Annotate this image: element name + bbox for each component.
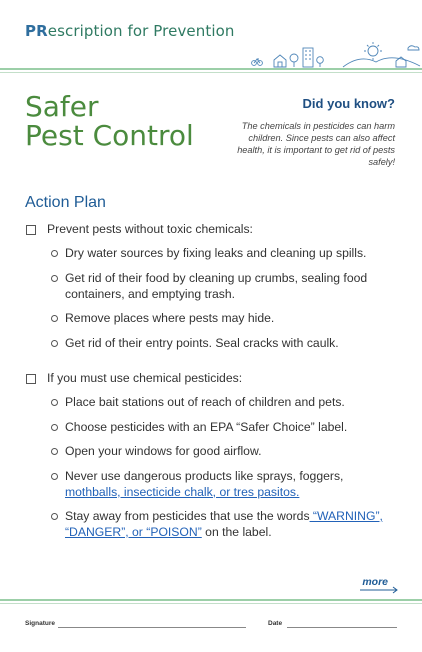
page-title-line-1: Safer (25, 90, 99, 123)
did-you-know-heading: Did you know? (302, 96, 395, 111)
bullet-icon (51, 315, 58, 322)
list-item (65, 310, 397, 326)
bullet-icon (51, 473, 58, 480)
list-item (65, 419, 397, 435)
checklist-group-chemical (25, 371, 397, 549)
list-item-text: Never use dangerous products like sprays, foggers, (65, 468, 344, 483)
list-item (65, 508, 397, 540)
date-field[interactable] (287, 627, 397, 628)
header-rule-thin (0, 72, 422, 73)
bullet-icon (51, 275, 58, 282)
rx-logo-mark: PR (25, 22, 48, 40)
footer-rule-thin (0, 603, 422, 604)
list-item (65, 335, 397, 351)
list-item (65, 245, 397, 261)
page-title-line-2: Pest Control (25, 119, 194, 152)
list-item-text: Stay away from pesticides that use the words (65, 509, 310, 523)
brand-logo (25, 22, 234, 40)
checkbox[interactable] (26, 225, 36, 235)
footer-rule (0, 599, 422, 601)
warning-words-link[interactable]: “WARNING”, “DANGER”, or “POISON” (65, 509, 383, 539)
checklist-item-prevent (25, 222, 397, 237)
arrow-right-icon[interactable] (360, 586, 400, 594)
bullet-icon (51, 513, 58, 520)
checklist-item-chemical (25, 371, 397, 386)
chemical-tips-list (25, 394, 397, 540)
bullet-icon (51, 250, 58, 257)
list-item (65, 270, 397, 302)
list-item-text: Get rid of their food by cleaning up crumbs, sealing food containers, and emptying trash. (65, 270, 368, 301)
did-you-know-text: The chemicals in pesticides can harm children. Since pests can also affect health, it is important to get rid of pests safely! (237, 121, 395, 167)
brand-name: escription for Prevention (47, 22, 235, 40)
town-skyline-illustration (248, 40, 422, 70)
list-item-text: Dry water sources by fixing leaks and cleaning up spills. (65, 246, 367, 260)
list-item-text: Choose pesticides with an EPA “Safer Choice” label. (65, 419, 348, 434)
checklist-group-prevent (25, 222, 397, 359)
date-label: Date (268, 620, 283, 627)
signature-label: Signature (25, 620, 55, 627)
list-item-text: Place bait stations out of reach of children and pets. (65, 395, 345, 409)
page-title (25, 92, 194, 150)
header-rule (0, 68, 422, 70)
bullet-icon (51, 340, 58, 347)
bullet-icon (51, 399, 58, 406)
list-item (65, 443, 397, 459)
checklist-label: If you must use chemical pesticides: (47, 371, 243, 385)
dangerous-products-link[interactable]: mothballs, insecticide chalk, or tres pasitos. (65, 484, 300, 499)
list-item (65, 468, 397, 500)
signature-field[interactable] (58, 627, 246, 628)
list-item-text-tail: on the label. (201, 525, 272, 539)
list-item-text: Get rid of their entry points. Seal cracks with caulk. (65, 335, 339, 350)
list-item-text: Open your windows for good airflow. (65, 444, 262, 458)
action-plan-heading: Action Plan (25, 194, 106, 211)
checkbox[interactable] (26, 374, 36, 384)
list-item (65, 394, 397, 410)
more-link[interactable]: more (362, 576, 388, 588)
list-item-text: Remove places where pests may hide. (65, 311, 275, 325)
bullet-icon (51, 424, 58, 431)
bullet-icon (51, 448, 58, 455)
prevent-tips-list (25, 245, 397, 351)
checklist-label: Prevent pests without toxic chemicals: (47, 222, 253, 236)
